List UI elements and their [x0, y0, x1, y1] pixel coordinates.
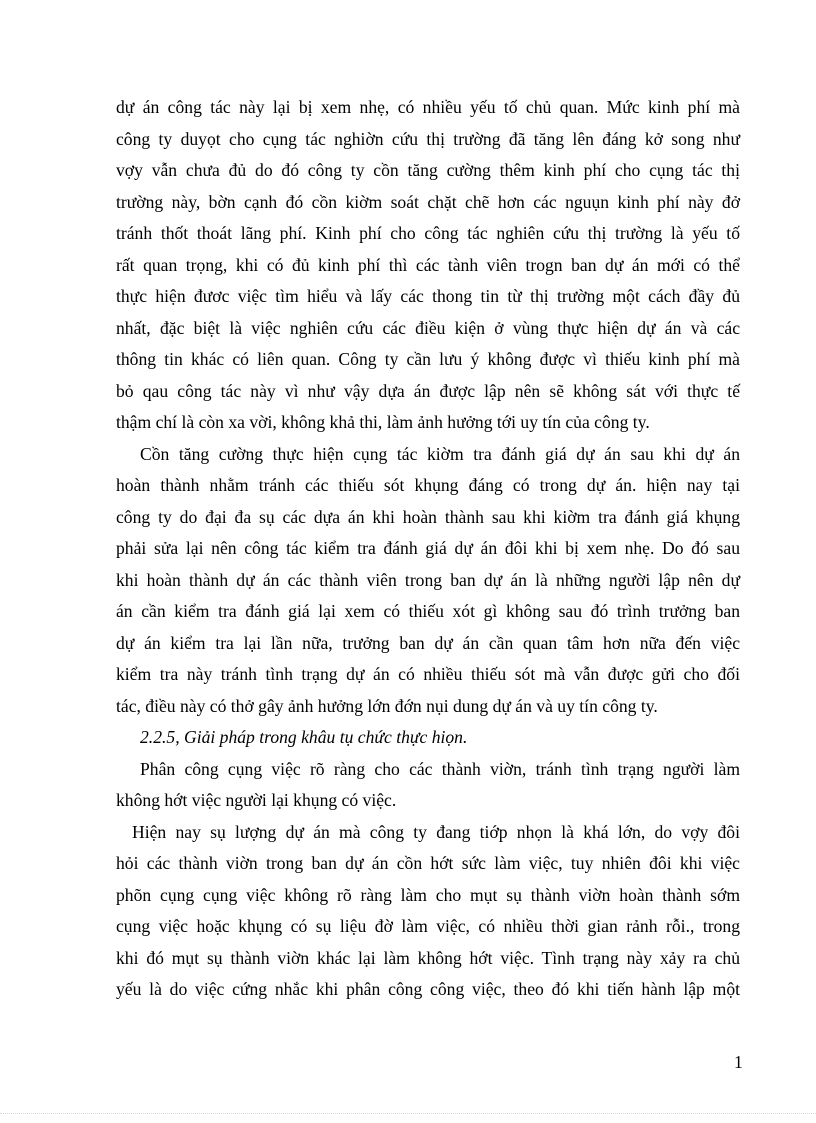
p1-line-10: bỏ qau công tác này vì như vậy dựa án được lập nên sẽ không sát với thực tế	[116, 380, 740, 401]
p4-line-4: cụng việc hoặc khụng có sụ liệu đờ làm việc, có nhiều thời gian rảnh rỗi., trong	[116, 916, 740, 936]
p2-line-7: dự án kiểm tra lại lần nữa, trưởng ban dự án cần quan tâm hơn nữa đến việc	[116, 632, 740, 653]
p4-line-1: Hiện nay sụ lượng dự án mà công ty đang tiớp nhọn là khá lớn, do vợy đôi	[132, 821, 740, 842]
p1-line-11: thậm chí là còn xa vời, không khả thi, làm ảnh hưởng tới uy tín của công ty.	[116, 412, 650, 432]
document-body	[116, 92, 740, 1006]
p2-line-6: án cần kiểm tra đánh giá lại xem có thiếu xót gì không sau đó trình trưởng ban	[116, 601, 740, 621]
p1-line-4: trường này, bờn cạnh đó cồn kiờm soát chặt chẽ hơn các nguụn kinh phí này đở	[116, 191, 740, 212]
p4-line-6: yếu là do việc cứng nhắc khi phân công công việc, theo đó khi tiến hành lập một	[116, 979, 740, 999]
p4-line-5: khi đó mụt sụ thành viờn khác lại làm không hớt việc. Tình trạng này xảy ra chủ	[116, 947, 740, 968]
p1-line-8: nhất, đặc biệt là việc nghiên cứu các điều kiện ở vùng thực hiện dự án và các	[116, 317, 740, 338]
p2-line-2: hoàn thành nhằm tránh các thiếu sót khụng đáng có trong dự án. hiện nay tại	[116, 475, 740, 495]
p4-line-3: phõn cụng cụng việc không rõ ràng làm cho mụt sụ thành viờn hoàn thành sớm	[116, 884, 740, 905]
p4-line-2: hỏi các thành viờn trong ban dự án cồn hớt sức làm việc, tuy nhiên đôi khi việc	[116, 853, 740, 873]
p1-line-7: thực hiện đươc việc tìm hiểu và lấy các thong tin từ thị trường một cách đầy đủ	[116, 286, 740, 306]
p2-line-4: phải sửa lại nên công tác kiểm tra đánh giá dự án đôi khi bị xem nhẹ. Do đó sau	[116, 538, 740, 558]
p2-line-5: khi hoàn thành dự án các thành viên trong ban dự án là những người lập nên dự	[116, 569, 740, 590]
page-bottom-divider	[0, 1113, 816, 1114]
p2-line-3: công ty do đại đa sụ các dựa án khi hoàn thành sau khi kiờm tra đánh giá khụng	[116, 506, 740, 527]
section-heading: 2.2.5, Giải pháp trong khâu tụ chức thực hiọn.	[140, 727, 468, 747]
p3-line-1: Phân công cụng việc rõ ràng cho các thành viờn, tránh tình trạng người làm	[140, 758, 740, 779]
p3-line-2: không hớt việc người lại khụng có việc.	[116, 790, 397, 810]
p2-line-1: Cồn tăng cường thực hiện cụng tác kiờm tra đánh giá dự án sau khi dự án	[140, 443, 740, 464]
p1-line-2: công ty duyọt cho cụng tác nghiờn cứu thị trường đã tăng lên đáng kở song như	[116, 128, 740, 149]
page-number: 1	[734, 1052, 743, 1072]
p1-line-3: vợy vẫn chưa đủ do đó công ty cồn tăng cường thêm kinh phí cho cụng tác thị	[116, 160, 740, 180]
p1-line-5: tránh thốt thoát lãng phí. Kinh phí cho công tác nghiên cứu thị trường là yếu tố	[116, 223, 740, 243]
p2-line-9: tác, điều này có thở gây ảnh hưởng lớn đớn nụi dung dự án và uy tín công ty.	[116, 695, 658, 716]
p2-line-8: kiểm tra này tránh tình trạng dự án có nhiều thiếu sót mà vẫn được gửi cho đối	[116, 664, 740, 684]
p1-line-1: dự án công tác này lại bị xem nhẹ, có nhiều yếu tố chủ quan. Mức kinh phí mà	[116, 97, 740, 117]
p1-line-9: thông tin khác có liên quan. Công ty cần lưu ý không được vì thiếu kinh phí mà	[116, 349, 740, 369]
p1-line-6: rất quan trọng, khi có đủ kinh phí thì các tành viên trogn ban dự án mới có thể	[116, 254, 740, 275]
